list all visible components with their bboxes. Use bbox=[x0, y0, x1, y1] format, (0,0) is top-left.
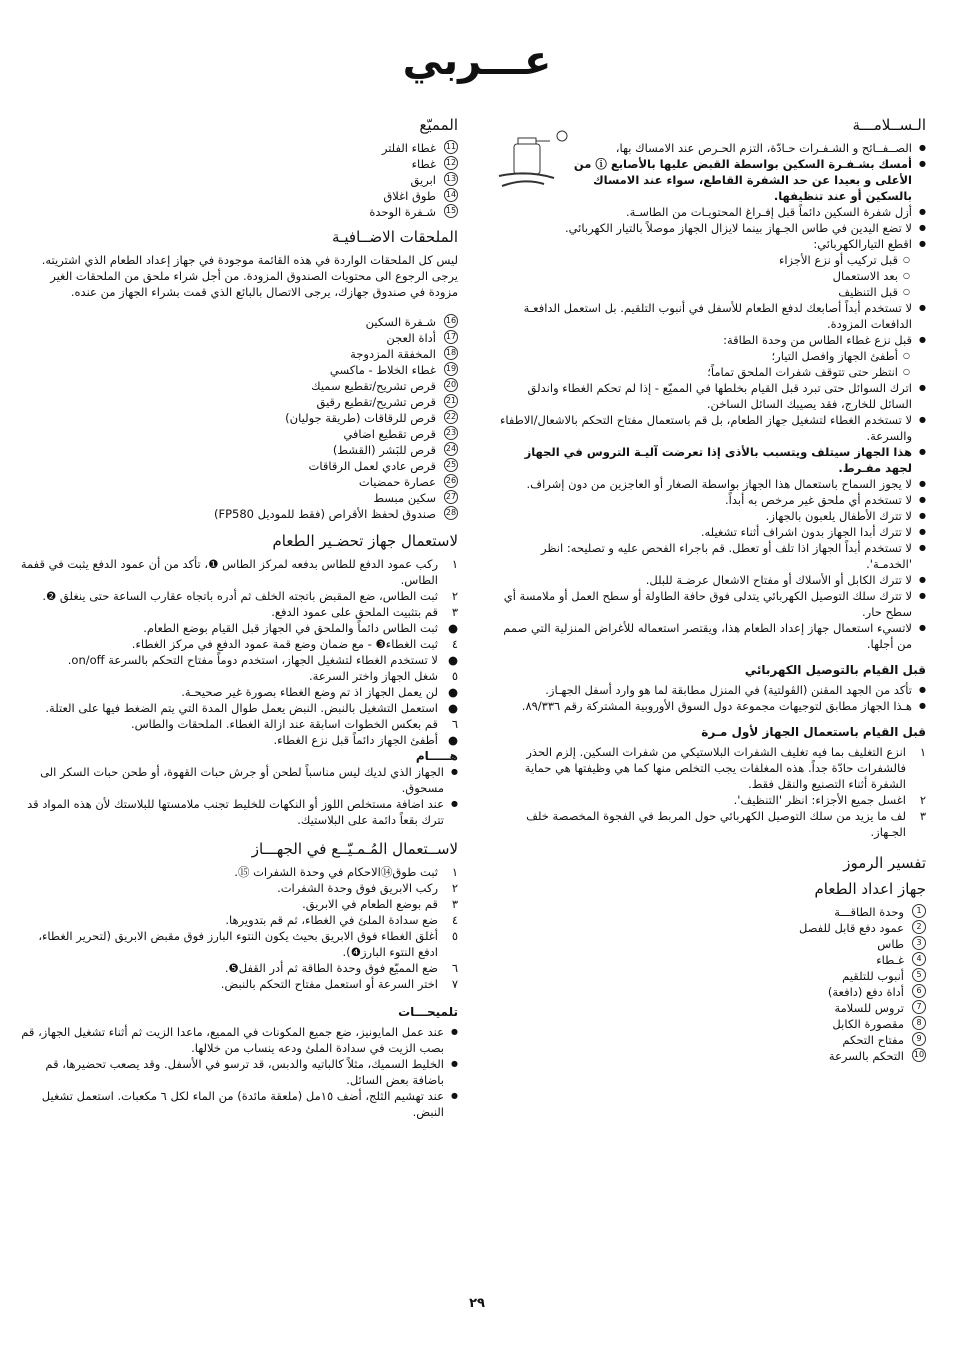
symbols-section bbox=[494, 854, 926, 1064]
part-number: 27 bbox=[444, 490, 458, 504]
step-text: لن يعمل الجهاز اذ تم وضع الغطاء بصورة غير صحيحـة. bbox=[181, 685, 438, 699]
part-number: 16 bbox=[444, 314, 458, 328]
step-item bbox=[18, 976, 458, 992]
part-item bbox=[18, 474, 458, 490]
part-number: 15 bbox=[444, 204, 458, 218]
important-note: ● عند اضافة مستخلص اللوز أو النكهات للخليط تجنب ملامستها للبلاستك لأن هذه المواد قد تترك بقعاً دائمة على البلاستيك. bbox=[18, 796, 458, 828]
part-number: 5 bbox=[912, 968, 926, 982]
step-item bbox=[18, 912, 458, 928]
step-item bbox=[18, 880, 458, 896]
part-number: 23 bbox=[444, 426, 458, 440]
part-number: 6 bbox=[912, 984, 926, 998]
blender-heading: المميّع bbox=[419, 116, 458, 134]
safety-subitem: ○ قبل تركيب أو نزع الأجزاء bbox=[494, 252, 926, 268]
part-label: قرص للبَشر (القشط) bbox=[332, 443, 436, 457]
tip-item: ● عند عمل المايونيز، ضع جميع المكونات في المميع، ماعدا الزيت ثم أثناء تشغيل الجهاز، قم بصب الزيت في سدادة الملئ ودعه ينساب من خلالها. bbox=[18, 1024, 458, 1056]
part-item bbox=[18, 156, 458, 172]
using-processor-section bbox=[18, 532, 458, 828]
tips-heading: تلميحـــات bbox=[398, 1005, 458, 1019]
page-title: عـــربي bbox=[402, 38, 552, 84]
right-column bbox=[494, 116, 926, 1072]
step-text: اغسل جميع الأجزاء: انظر 'التنظيف'. bbox=[733, 793, 906, 807]
step-text: أطفئ الجهاز دائماً قبل نزع الغطاء. bbox=[273, 733, 438, 747]
symbols-subheading: جهاز اعداد الطعام bbox=[814, 880, 926, 898]
part-label: مقصورة الكابل bbox=[832, 1017, 904, 1031]
part-number: 11 bbox=[444, 140, 458, 154]
safety-item: ● هذا الجهاز سيتلف ويتسبب بالأذى إذا تعرضت آليـة التروس في الجهاز لجهد مفـرط. bbox=[494, 444, 926, 476]
part-item bbox=[494, 984, 926, 1000]
blender-parts-list bbox=[18, 140, 458, 220]
part-item bbox=[18, 490, 458, 506]
step-text: ضع سدادة الملئ في الغطاء، ثم قم بتدويرها. bbox=[225, 913, 438, 927]
step-number: ● bbox=[447, 685, 458, 699]
step-text: ثبت طوق⑭الاحكام في وحدة الشفرات ⑮. bbox=[234, 865, 438, 879]
part-label: قرص تشريح/تقطيع رقيق bbox=[316, 395, 436, 409]
safety-section bbox=[494, 116, 926, 652]
part-number: 28 bbox=[444, 506, 458, 520]
part-item bbox=[494, 968, 926, 984]
safety-item: ● لا تستخدم أبداً أصابعك لدفع الطعام للأسفل في أنبوب التلقيم. بل استعمل الدافعـة الدافعات المزودة. bbox=[494, 300, 926, 332]
safety-item: ● لا تستخدم أي ملحق غير مرخص به أبداً. bbox=[494, 492, 926, 508]
part-label: تروس للسلامة bbox=[834, 1001, 904, 1015]
step-number: ٤ bbox=[451, 913, 458, 927]
part-label: مفتاح التحكم bbox=[842, 1033, 904, 1047]
part-number: 12 bbox=[444, 156, 458, 170]
step-text: شغل الجهاز واختر السرعة. bbox=[309, 669, 438, 683]
part-label: أنبوب للتلقيم bbox=[842, 969, 904, 983]
safety-item: ● لاتسيء استعمال جهاز إعداد الطعام هذا، ويقتصر استعماله للأغراض المنزلية التي صمم من أجلها. bbox=[494, 620, 926, 652]
part-item bbox=[18, 188, 458, 204]
part-number: 7 bbox=[912, 1000, 926, 1014]
step-text: أغلق الغطاء فوق الابريق بحيث يكون النتوء البارز فوق مقبض الابريق (لتحرير الغطاء، ادفع النتوء البارز❹). bbox=[38, 929, 438, 959]
part-label: صندوق لحفظ الأقراص (فقط للموديل FP580) bbox=[213, 507, 436, 521]
step-text: لا تستخدم الغطاء لتشغيل الجهاز، استخدم دوماً مفتاح التحكم بالسرعة on/off. bbox=[67, 653, 438, 667]
step-item bbox=[18, 864, 458, 880]
step-item bbox=[18, 620, 458, 636]
step-text: اختر السرعة أو استعمل مفتاح التحكم بالنبض. bbox=[220, 977, 438, 991]
part-label: أداة العجن bbox=[386, 331, 436, 345]
step-item bbox=[18, 588, 458, 604]
safety-item: ● لا تترك الأطفال يلعبون بالجهاز. bbox=[494, 508, 926, 524]
part-label: غطاء bbox=[411, 157, 436, 171]
part-label: عصارة حمضيات bbox=[358, 475, 436, 489]
part-item bbox=[18, 410, 458, 426]
part-number: 3 bbox=[912, 936, 926, 950]
part-number: 14 bbox=[444, 188, 458, 202]
part-label: سكين مبسط bbox=[373, 491, 436, 505]
before-plugging-item: ● هـذا الجهاز مطابق لتوجيهات مجموعة دول السوق الأوروبية المشتركة رقم ٨٩/٣٣٦. bbox=[494, 698, 926, 714]
before-plugging-item: ● تأكد من الجهد المقنن (الڤولتية) في المنزل مطابقة لما هو وارد أسفل الجهـاز. bbox=[494, 682, 926, 698]
processor-steps bbox=[18, 556, 458, 748]
part-item bbox=[18, 506, 458, 522]
step-number: ٥ bbox=[451, 669, 458, 683]
part-item bbox=[494, 920, 926, 936]
step-number: ٣ bbox=[451, 605, 458, 619]
before-plugging-section bbox=[494, 662, 926, 714]
part-label: شـفرة السكين bbox=[365, 315, 436, 329]
step-item bbox=[18, 652, 458, 668]
tip-item: ● عند تهشيم الثلج، أضف ١٥مل (ملعقة مائدة) من الماء لكل ٦ مكعبات. استعمل تشغيل النبض. bbox=[18, 1088, 458, 1120]
part-item bbox=[18, 442, 458, 458]
part-number: 25 bbox=[444, 458, 458, 472]
step-text: ركب عمود الدفع للطاس بدفعه لمركز الطاس ❶، تأكد من أن عمود الدفع يثبت في قفمة الطاس. bbox=[20, 557, 438, 587]
part-item bbox=[18, 140, 458, 156]
part-label: عمود دفع قابل للفصل bbox=[799, 921, 904, 935]
part-number: 26 bbox=[444, 474, 458, 488]
blender-steps bbox=[18, 864, 458, 992]
step-text: استعمل التشغيل بالنبض. النبض يعمل طوال المدة التي يتم الضغط فيها على العتلة. bbox=[45, 701, 438, 715]
safety-item: ● أمسك بشـفـرة السكين بواسطة القبض عليها بالأصابع ⓘ من الأعلى و بعيدا عن حد الشفرة القاطع، سواء عند الامساك بالسكين أو عند تنظيفها. bbox=[566, 156, 926, 204]
step-number: ٥ bbox=[451, 929, 458, 943]
step-number: ٤ bbox=[451, 637, 458, 651]
safety-item: ● قبل نزع غطاء الطاس من وحدة الطاقة: bbox=[494, 332, 926, 348]
first-use-step bbox=[494, 744, 926, 792]
part-label: التحكم بالسرعة bbox=[828, 1049, 904, 1063]
step-text: ضع المميّع فوق وحدة الطاقة ثم أدر القفل❺. bbox=[224, 961, 438, 975]
using-processor-heading: لاستعمال جهاز تحضـير الطعام bbox=[272, 532, 458, 550]
step-item bbox=[18, 896, 458, 912]
part-item bbox=[494, 952, 926, 968]
step-number: ● bbox=[447, 653, 458, 667]
step-number: ● bbox=[447, 733, 458, 747]
step-text: لف ما يزيد من سلك التوصيل الكهربائي حول المربط في الفجوة المخصصة خلف الجـهاز. bbox=[526, 809, 906, 839]
tip-item: ● الخليط السميك، مثلاً كالباتيه والدبس، قد ترسو في الأسفل. وقد يصعب تحضيرها، قم باضافة بعض السائل. bbox=[18, 1056, 458, 1088]
safety-heading: الـســلامـــة bbox=[852, 116, 926, 134]
attachments-heading: الملحقات الاضــافيـة bbox=[331, 228, 458, 246]
part-item bbox=[18, 346, 458, 362]
important-note: ● الجهاز الذي لديك ليس مناسباً لطحن أو جرش حبات القهوة، أو طحن حبات السكر الى مسحوق. bbox=[18, 764, 458, 796]
attachments-section bbox=[18, 228, 458, 522]
safety-subitem: ○ قبل التنظيف bbox=[494, 284, 926, 300]
first-use-heading: قبل القيام باستعمال الجهاز لأول مـرة bbox=[701, 725, 926, 739]
step-item bbox=[18, 556, 458, 588]
part-number: 18 bbox=[444, 346, 458, 360]
first-use-step bbox=[494, 792, 926, 808]
step-number: ٢ bbox=[451, 589, 458, 603]
step-text: ركب الابريق فوق وحدة الشفرات. bbox=[277, 881, 438, 895]
part-label: طوق اغلاق bbox=[383, 189, 436, 203]
part-item bbox=[18, 172, 458, 188]
part-item bbox=[494, 904, 926, 920]
part-item bbox=[18, 314, 458, 330]
step-number: ١ bbox=[451, 557, 458, 571]
part-item bbox=[18, 458, 458, 474]
symbols-heading: تفسير الرموز bbox=[843, 854, 926, 872]
safety-item: ● الصــفــائح و الشـفـرات حـادّة، التزم الحـرص عند الامساك بها، bbox=[566, 140, 926, 156]
step-number: ● bbox=[447, 701, 458, 715]
part-number: 19 bbox=[444, 362, 458, 376]
part-label: غطاء الفلتر bbox=[381, 141, 436, 155]
part-label: طاس bbox=[877, 937, 904, 951]
symbols-list bbox=[494, 904, 926, 1064]
using-blender-section bbox=[18, 840, 458, 992]
step-number: ٣ bbox=[451, 897, 458, 911]
part-number: 4 bbox=[912, 952, 926, 966]
safety-item: ● لا تترك أبدا الجهاز بدون اشراف أثناء تشغيله. bbox=[494, 524, 926, 540]
step-number: ٧ bbox=[451, 977, 458, 991]
first-use-section bbox=[494, 724, 926, 840]
using-blender-heading: لاســتعمال المُـمـيّــع في الجهـــاز bbox=[251, 840, 458, 858]
part-number: 22 bbox=[444, 410, 458, 424]
before-plugging-heading: قبل القيام بالتوصيل الكهربائي bbox=[744, 663, 926, 677]
part-label: غطاء الخلاط - ماكسي bbox=[329, 363, 436, 377]
step-item bbox=[18, 684, 458, 700]
part-label: قرص للرقاقات (طريقة جوليان) bbox=[285, 411, 436, 425]
part-item bbox=[18, 204, 458, 220]
part-item bbox=[494, 936, 926, 952]
part-number: 24 bbox=[444, 442, 458, 456]
attachments-paragraph: ليس كل الملحقات الواردة في هذه القائمة موجودة في جهاز إعداد الطعام الذي اشتريته. يرجى الرجوع الى محتويات الصندوق المزودة. من أجل شراء ملحق من الملحقات الغير مزودة في صندوق جهازك، يرجى الاتصال بالبائع الذي قمت بشراء الجهاز من عنده. bbox=[41, 253, 458, 299]
part-label: قرص عادي لعمل الرقاقات bbox=[308, 459, 436, 473]
safety-subitem: ○ بعد الاستعمال bbox=[494, 268, 926, 284]
part-item bbox=[18, 394, 458, 410]
safety-item: ● لا تترك الكابل أو الأسلاك أو مفتاح الاشعال عرضـة للبلل. bbox=[494, 572, 926, 588]
step-text: قم بوضع الطعام في الابريق. bbox=[302, 897, 438, 911]
important-heading: هـــــام bbox=[415, 749, 458, 763]
first-use-step bbox=[494, 808, 926, 840]
part-number: 9 bbox=[912, 1032, 926, 1046]
part-label: شـفرة الوحدة bbox=[369, 205, 436, 219]
step-number: ٣ bbox=[919, 809, 926, 823]
tips-section bbox=[18, 1004, 458, 1120]
step-number: ١ bbox=[919, 745, 926, 759]
part-label: أداة دفع (دافعة) bbox=[827, 985, 904, 999]
safety-item: ● لا يجوز السماح باستعمال هذا الجهاز بواسطة الصغار أو العاجزين من دون إشراف. bbox=[494, 476, 926, 492]
part-number: 21 bbox=[444, 394, 458, 408]
step-text: ثبت الطاس دائماً والملحق في الجهاز قبل القيام بوضع الطعام. bbox=[143, 621, 438, 635]
part-item bbox=[494, 1032, 926, 1048]
step-item bbox=[18, 716, 458, 732]
step-number: ٢ bbox=[451, 881, 458, 895]
part-label: قرص تقطيع اضافي bbox=[343, 427, 436, 441]
step-text: انزع التغليف بما فيه تغليف الشفرات البلاستيكي من شفرات السكين. إلزم الحذر فالشفرات حادّة جداً. هذه المغلفات يجب التخلص منها كما هي وظيفتها هي حماية الشفرة أثناء التصنيع والنقل فقط. bbox=[524, 745, 906, 791]
safety-item: ● لا تترك سلك التوصيل الكهربائي يتدلى فوق حافة الطاولة أو سطح العمل أو ملامسة أي سطح حار. bbox=[494, 588, 926, 620]
step-number: ٢ bbox=[919, 793, 926, 807]
part-number: 1 bbox=[912, 904, 926, 918]
part-number: 8 bbox=[912, 1016, 926, 1030]
part-number: 17 bbox=[444, 330, 458, 344]
left-column bbox=[18, 116, 458, 1128]
step-text: ثبت الغطاء❸ - مع ضمان وضع قمة عمود الدفع في مركز الغطاء. bbox=[131, 637, 438, 651]
step-number: ٦ bbox=[451, 961, 458, 975]
step-number: ٦ bbox=[451, 717, 458, 731]
step-item bbox=[18, 732, 458, 748]
safety-item: ● اقطع التيارالكهربائي: bbox=[494, 236, 926, 252]
part-item bbox=[494, 1016, 926, 1032]
part-label: غـطاء bbox=[876, 953, 904, 967]
part-label: ابريق bbox=[410, 173, 436, 187]
blender-parts-section bbox=[18, 116, 458, 220]
part-number: 10 bbox=[912, 1048, 926, 1062]
safety-item: ● لا تستخدم أبداً الجهاز اذا تلف أو تعطل. قم باجراء الفحص عليه و تصليحه: انظر 'الخدمـة'. bbox=[494, 540, 926, 572]
step-number: ● bbox=[447, 621, 458, 635]
step-text: ثبت الطاس، ضع المقبض باتجته الخلف ثم أدره باتجاه عقارب الساعة حتى ينغلق ❷. bbox=[42, 589, 438, 603]
safety-item: ● أزل شفرة السكين دائماً قبل إفـراغ المحتويـات من الطاسـة. bbox=[494, 204, 926, 220]
step-item bbox=[18, 700, 458, 716]
step-item bbox=[18, 636, 458, 652]
step-item bbox=[18, 928, 458, 960]
part-number: 13 bbox=[444, 172, 458, 186]
attachments-list bbox=[18, 314, 458, 522]
part-item bbox=[18, 330, 458, 346]
part-item bbox=[18, 426, 458, 442]
part-number: 2 bbox=[912, 920, 926, 934]
part-item bbox=[494, 1048, 926, 1064]
step-number: ١ bbox=[451, 865, 458, 879]
part-label: قرص تشريح/تقطيع سميك bbox=[311, 379, 436, 393]
step-item bbox=[18, 960, 458, 976]
step-text: قم بعكس الخطوات اسابقة عند ازالة الغطاء. الملحقات والطاس. bbox=[130, 717, 438, 731]
step-text: قم بتثبيت الملحق على عمود الدفع. bbox=[271, 605, 438, 619]
step-item bbox=[18, 668, 458, 684]
safety-item: ● لا تضع اليدين في طاس الجـهاز بينما لايزال الجهاز موصلاً بالتيار الكهربائي. bbox=[494, 220, 926, 236]
page-number: ٢٩ bbox=[469, 1296, 485, 1311]
safety-item: ● اترك السوائل حتى تبرد قبل القيام بخلطها في المميّع - إذا لم تحكم الغطاء واندلق السائل للخارج، فقد يصيبك السائل الساخن. bbox=[494, 380, 926, 412]
part-number: 20 bbox=[444, 378, 458, 392]
part-item bbox=[494, 1000, 926, 1016]
safety-subitem: ○ أطفئ الجهاز وافصل التيار؛ bbox=[494, 348, 926, 364]
safety-item: ● لا تستخدم الغطاء لتشغيل جهاز الطعام، بل قم باستعمال مفتاح التحكم بالاشعال/الاطفاء والسرعة. bbox=[494, 412, 926, 444]
part-label: المخفقة المزدوجة bbox=[350, 347, 436, 361]
safety-subitem: ○ انتظر حتى تتوقف شفرات الملحق تماماً؛ bbox=[494, 364, 926, 380]
part-item bbox=[18, 378, 458, 394]
step-item bbox=[18, 604, 458, 620]
part-label: وحدة الطاقـــة bbox=[834, 905, 904, 919]
part-item bbox=[18, 362, 458, 378]
